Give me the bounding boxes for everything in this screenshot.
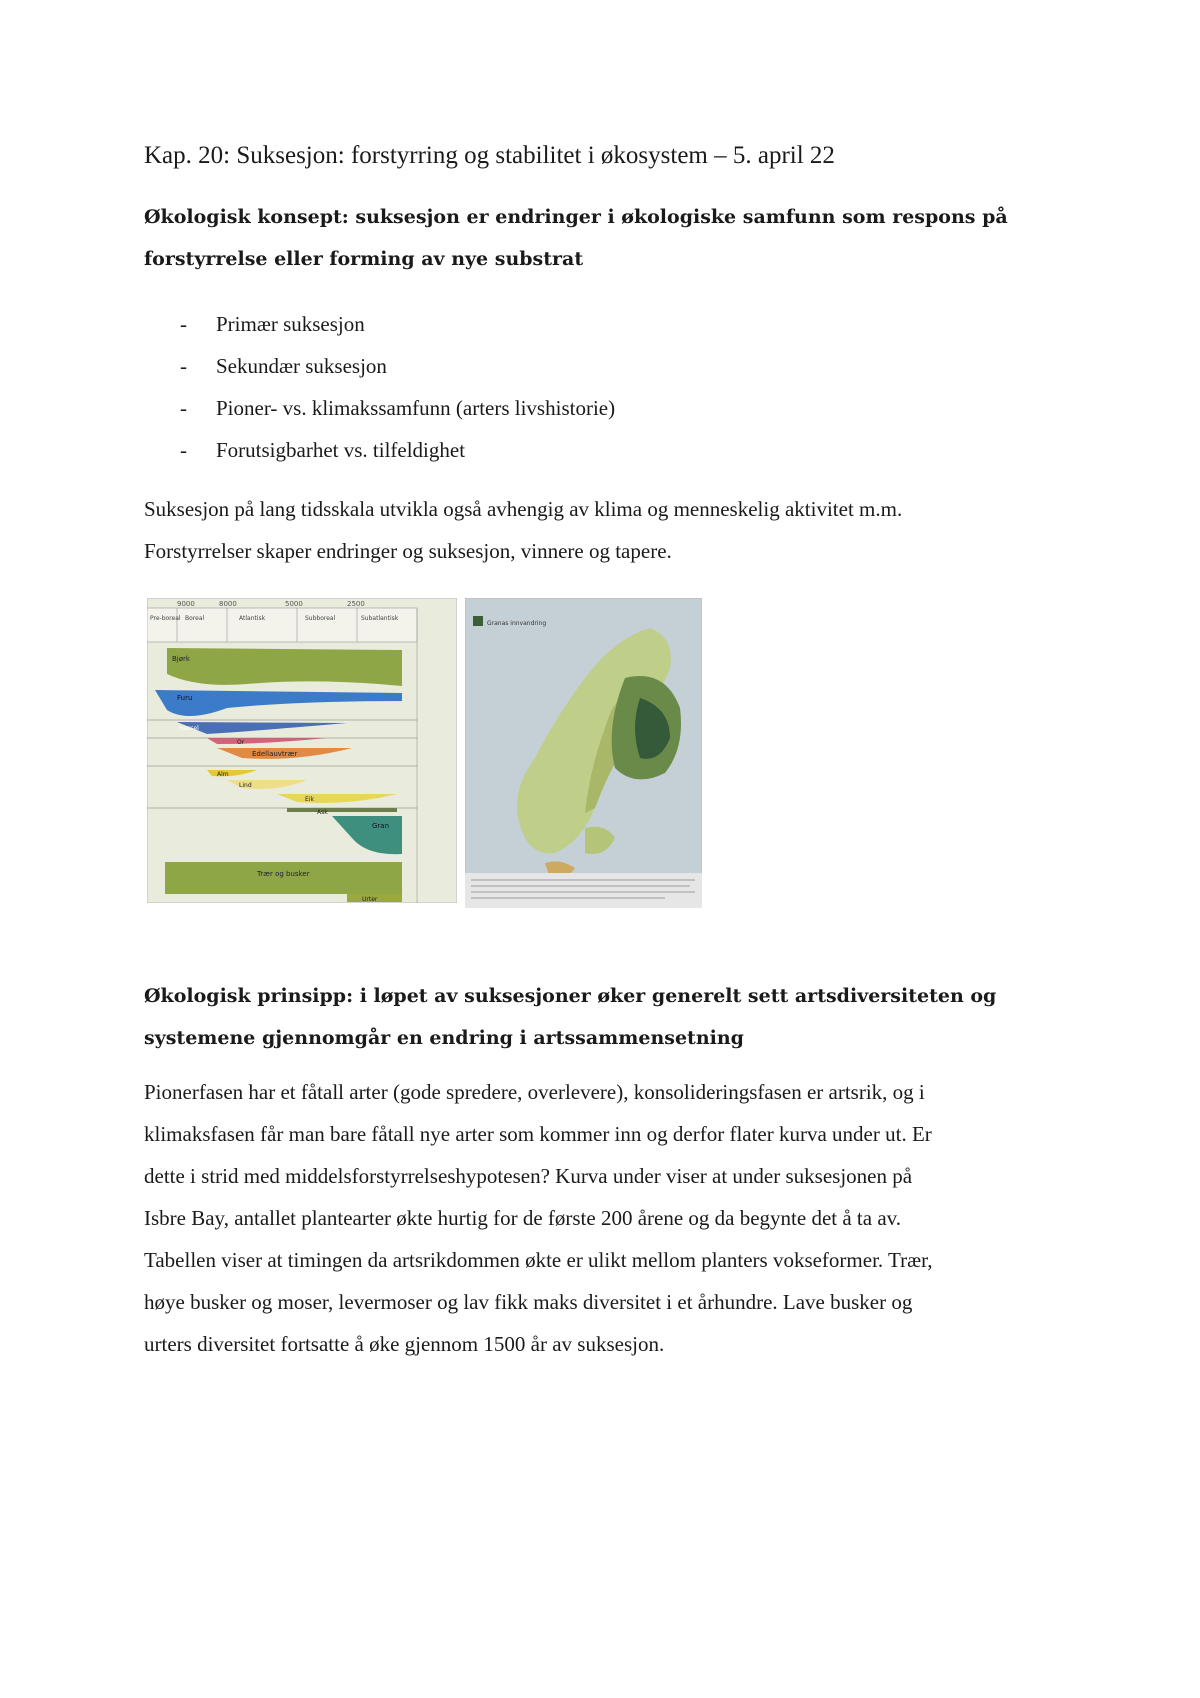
bullet-text: Sekundær suksesjon (216, 354, 387, 378)
list-item: - Forutsigbarhet vs. tilfeldighet (180, 429, 615, 471)
section2-heading-line2: systemene gjennomgår en endring i artssammensetning (144, 1027, 744, 1049)
map-legend: Granas innvandring (487, 620, 547, 627)
year-label: 2500 (347, 600, 365, 608)
scandinavia-map-image (465, 598, 702, 908)
bullet-text: Primær suksesjon (216, 312, 365, 336)
taxon-label: Lind (239, 782, 252, 789)
bullet-text: Forutsigbarhet vs. tilfeldighet (216, 438, 466, 462)
bullet-list (180, 303, 615, 471)
taxon-label: Furu (177, 694, 193, 702)
section1-heading-line2: forstyrrelse eller forming av nye substrat (144, 248, 584, 270)
taxon-label: Trær og busker (257, 870, 310, 878)
section1-paragraph-line2: Forstyrrelser skaper endringer og suksesjon, vinnere og tapere. (144, 539, 672, 563)
taxon-label: Edellauvtrær (252, 750, 298, 758)
bullet-text: Pioner- vs. klimakssamfunn (arters livshistorie) (216, 396, 616, 420)
taxon-label: Eik (305, 796, 314, 803)
paragraph-line: dette i strid med middelsforstyrrelseshypotesen? Kurva under viser at under suksesjonen på (144, 1164, 913, 1188)
paragraph-line: høye busker og moser, levermoser og lav fikk maks diversitet i et århundre. Lave busker og (144, 1290, 913, 1314)
paragraph-line: klimaksfasen får man bare fåtall nye arter som kommer inn og derfor flater kurva under ut. Er (144, 1122, 932, 1146)
year-label: 5000 (285, 600, 303, 608)
taxon-label: Bjørk (172, 655, 190, 663)
taxon-label: Alm (217, 771, 229, 778)
paragraph-line: Pionerfasen har et fåtall arter (gode spredere, overlevere), konsolideringsfasen er artsrik, og i (144, 1080, 925, 1104)
page-title: Kap. 20: Suksesjon: forstyrring og stabilitet i økosystem – 5. april 22 (144, 142, 835, 169)
list-item: - Primær suksesjon (180, 303, 615, 345)
taxon-label: Hassel (179, 725, 199, 732)
period-label: Subatlantisk (361, 615, 399, 622)
section1-paragraph-line1: Suksesjon på lang tidsskala utvikla også avhengig av klima og menneskelig aktivitet m.m. (144, 497, 903, 521)
paragraph-line: Tabellen viser at timingen da artsrikdommen økte er ulikt mellom planters vokseformer. Trær, (144, 1248, 933, 1272)
taxon-label: Or (237, 739, 245, 746)
period-label: Subboreal (305, 615, 336, 622)
section1-heading-line1: Økologisk konsept: suksesjon er endringer i økologiske samfunn som respons på (144, 206, 1008, 228)
taxon-label: Ask (317, 809, 328, 816)
year-label: 8000 (219, 600, 237, 608)
paragraph-line: Isbre Bay, antallet plantearter økte hurtig for de første 200 årene og da begynte det å ta av. (144, 1206, 902, 1230)
period-label: Pre-boreal (150, 615, 181, 622)
list-item: - Pioner- vs. klimakssamfunn (arters livshistorie) (180, 387, 615, 429)
taxon-label: Gran (372, 822, 390, 830)
legend-icon (473, 616, 483, 626)
section2-heading-line1: Økologisk prinsipp: i løpet av suksesjoner øker generelt sett artsdiversiteten og (144, 985, 997, 1007)
period-label: Atlantisk (239, 615, 266, 622)
period-label: Boreal (185, 615, 205, 622)
year-label: 9000 (177, 600, 195, 608)
paragraph-line: urters diversitet fortsatte å øke gjennom 1500 år av suksesjon. (144, 1332, 665, 1356)
taxon-label: Urter (362, 896, 378, 903)
pollen-diagram-image (147, 598, 457, 903)
list-item: - Sekundær suksesjon (180, 345, 615, 387)
